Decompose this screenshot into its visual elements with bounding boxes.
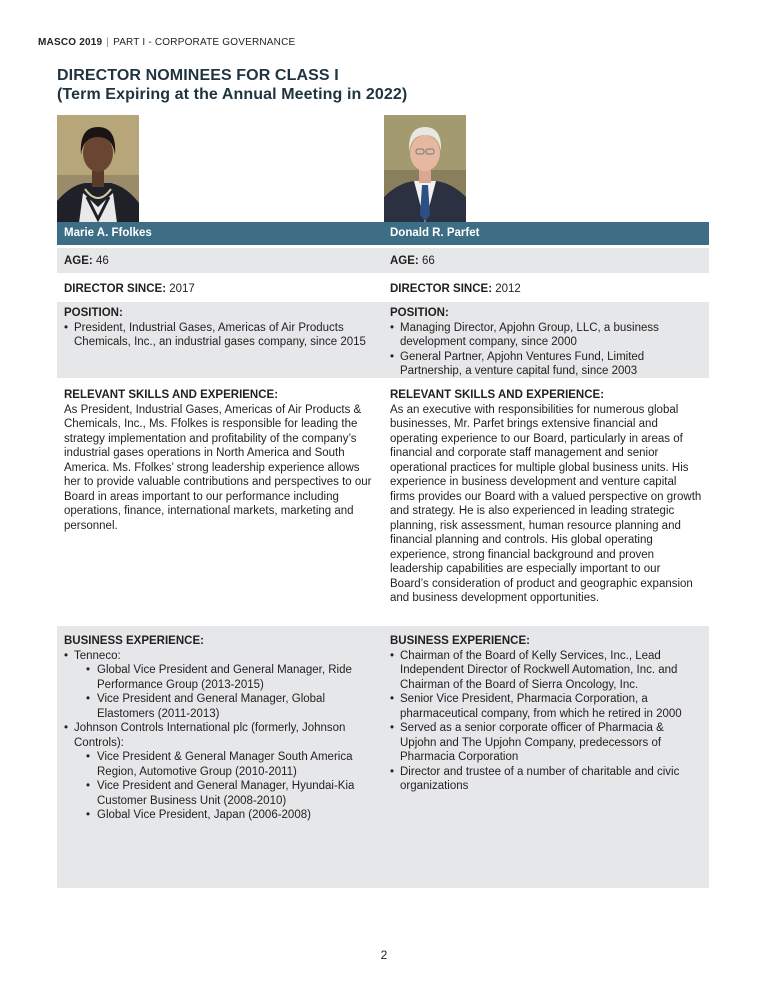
director-name: Marie A. Ffolkes (57, 222, 383, 245)
page-number: 2 (380, 948, 388, 962)
page-title-line2: (Term Expiring at the Annual Meeting in 2022) (57, 86, 408, 103)
position-item: • President, Industrial Gases, Americas of Air Products Chemicals, Inc., an industrial gases company, since 2015 (64, 321, 376, 350)
skills-section (57, 381, 383, 623)
business-item: • Director and trustee of a number of charitable and civic organizations (390, 765, 702, 794)
position-section (57, 302, 383, 378)
page-title-line1: DIRECTOR NOMINEES FOR CLASS I (57, 67, 339, 84)
business-label: BUSINESS EXPERIENCE: (64, 635, 204, 647)
position-section (383, 302, 709, 378)
age-label: AGE: (64, 255, 93, 267)
business-item: • Senior Vice President, Pharmacia Corporation, a pharmaceutical company, from which he retired in 2000 (390, 692, 702, 721)
director-since-row (383, 276, 709, 299)
skills-section (383, 381, 709, 623)
position-item: • General Partner, Apjohn Ventures Fund, Limited Partnership, a venture capital fund, since 2003 (390, 350, 702, 379)
director-since-value: 2012 (495, 283, 521, 295)
position-label: POSITION: (390, 307, 449, 319)
director-photo-ffolkes (57, 115, 139, 223)
header-section: PART I - CORPORATE GOVERNANCE (113, 37, 296, 48)
business-subitem: • Global Vice President, Japan (2006-2008) (86, 808, 376, 823)
director-column-ffolkes (57, 222, 383, 888)
position-label: POSITION: (64, 307, 123, 319)
director-name: Donald R. Parfet (383, 222, 709, 245)
age-value: 46 (95, 255, 109, 267)
director-since-row (57, 276, 383, 299)
business-item-text: Johnson Controls International plc (formerly, Johnson Controls): (74, 722, 346, 749)
business-item (64, 649, 376, 722)
running-header (38, 37, 295, 48)
age-value: 66 (421, 255, 435, 267)
business-section (383, 626, 709, 888)
business-item (64, 721, 376, 823)
business-subitem: • Global Vice President and General Manager, Ride Performance Group (2013-2015) (86, 663, 376, 692)
business-section (57, 626, 383, 888)
business-subitem: • Vice President and General Manager, Global Elastomers (2011-2013) (86, 692, 376, 721)
skills-text: As an executive with responsibilities for numerous global businesses, Mr. Parfet brings extensive financial and operating experience to our Board, particularly in areas of financial and corporate staff management and senior operational practices for multiple global business units. His experience in business development and venture capital firms provides our Board with a valued perspective on growth and strategy. He is also experienced in leading strategic planning, risk assessment, human resource planning and financial planning and controls. His global operating experience, strong financial background and proven leadership capabilities are especially important to our Board’s consideration of product and geographic expansion and business development opportunities. (390, 403, 702, 604)
age-label: AGE: (390, 255, 419, 267)
business-item: • Chairman of the Board of Kelly Services, Inc., Lead Independent Director of Rockwell Automation, Inc. and Chairman of the Board of Sierra Oncology, Inc. (390, 649, 702, 693)
business-subitem: • Vice President and General Manager, Hyundai-Kia Customer Business Unit (2008-2010) (86, 779, 376, 808)
position-item: • Managing Director, Apjohn Group, LLC, a business development company, since 2000 (390, 321, 702, 350)
skills-label: RELEVANT SKILLS AND EXPERIENCE: (64, 389, 279, 401)
skills-text: As President, Industrial Gases, Americas of Air Products & Chemicals, Inc., Ms. Ffolkes is responsible for leading the strategy implementation and profitability of the company’s industrial gases operations in North America and South America. Ms. Ffolkes’ strong leadership experience allows her to provide valuable contributions and perspectives to our Board in areas important to our performance including operations, finance, international markets, marketing and personnel. (64, 403, 372, 532)
director-since-label: DIRECTOR SINCE: (64, 283, 167, 295)
page-title (57, 66, 407, 104)
business-item: • Served as a senior corporate officer of Pharmacia & Upjohn and The Upjohn Company, predecessors of Pharmacia Corporation (390, 721, 702, 765)
business-item-text: Tenneco: (74, 649, 121, 662)
header-separator: | (106, 37, 110, 48)
age-row (57, 248, 383, 273)
director-since-label: DIRECTOR SINCE: (390, 283, 493, 295)
director-photo-parfet (384, 115, 466, 223)
skills-label: RELEVANT SKILLS AND EXPERIENCE: (390, 389, 605, 401)
business-label: BUSINESS EXPERIENCE: (390, 635, 530, 647)
age-row (383, 248, 709, 273)
business-subitem: • Vice President & General Manager South America Region, Automotive Group (2010-2011) (86, 750, 376, 779)
header-brand: MASCO 2019 (38, 37, 103, 48)
director-column-parfet (383, 222, 709, 888)
director-since-value: 2017 (169, 283, 195, 295)
